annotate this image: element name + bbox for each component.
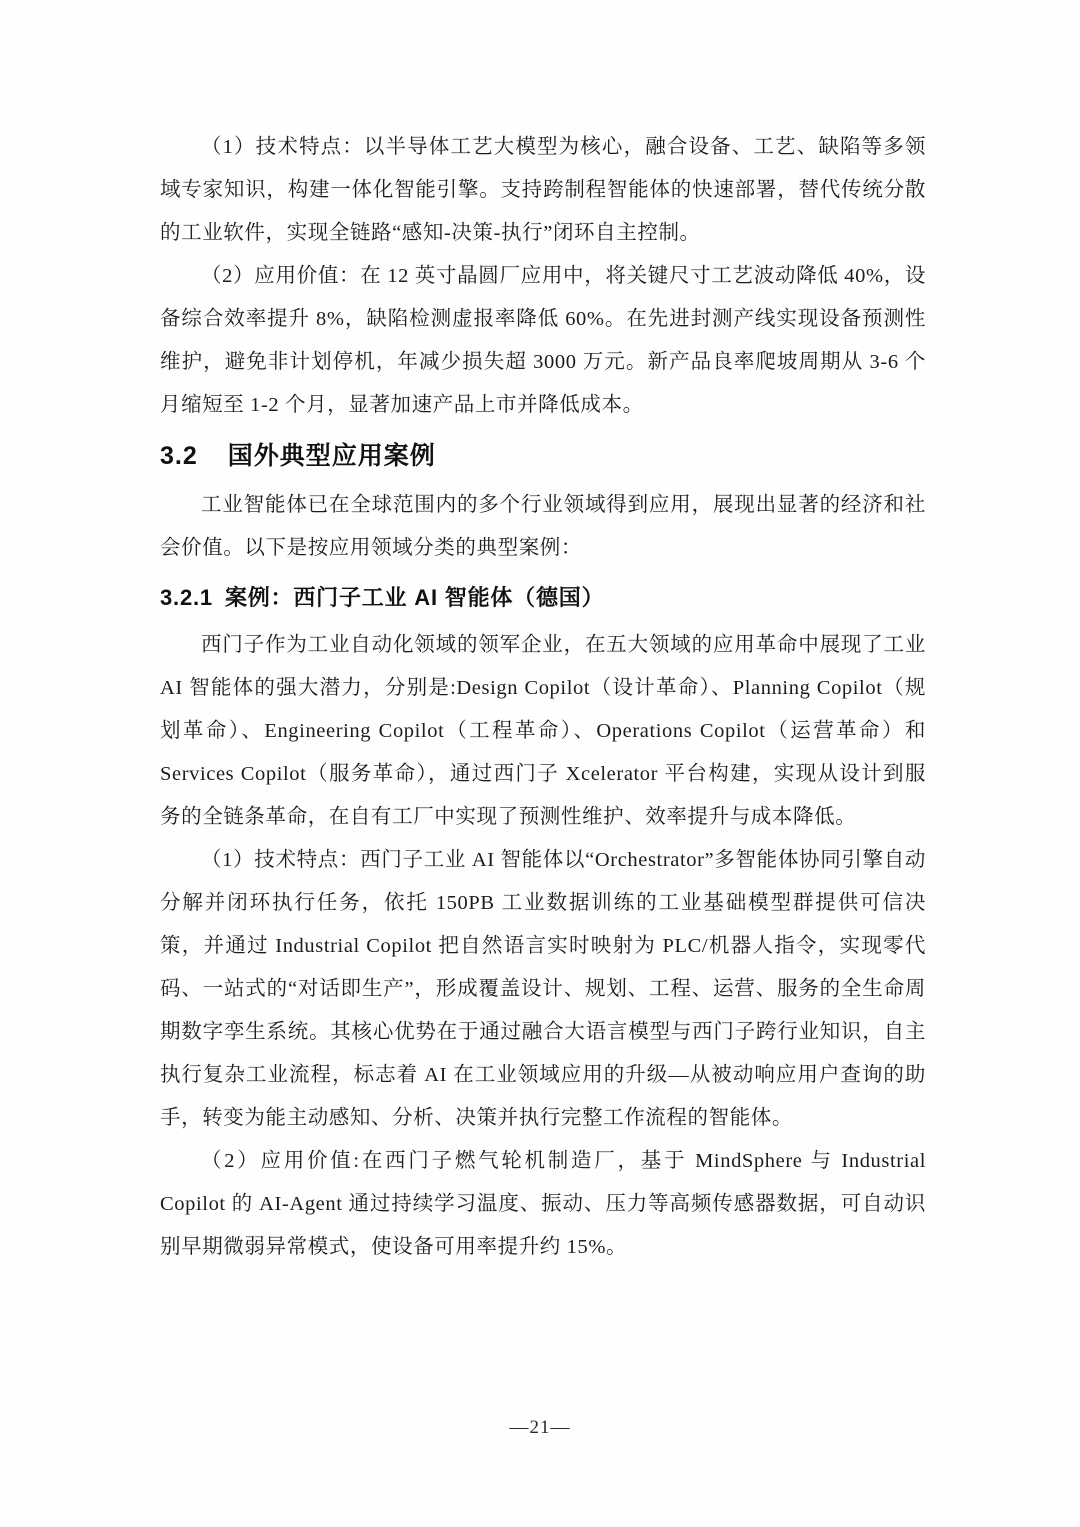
paragraph-siemens-app-value: （2）应用价值:在西门子燃气轮机制造厂，基于 MindSphere 与 Industrial Copilot 的 AI-Agent 通过持续学习温度、振动、压力等高频传感器数据，可自动识别早期微弱异常模式，使设备可用率提升约 15%。 [160, 1150, 926, 1258]
section-title-3-2: 国外典型应用案例 [227, 442, 436, 470]
paragraph-intro-overseas: 工业智能体已在全球范围内的多个行业领域得到应用，展现出显著的经济和社会价值。以下是按应用领域分类的典型案例： [160, 494, 926, 559]
section-heading-3-2 [160, 434, 926, 479]
section-number-3-2: 3.2 [160, 442, 198, 470]
paragraph-tech-features-1: （1）技术特点：以半导体工艺大模型为核心，融合设备、工艺、缺陷等多领域专家知识，构建一体化智能引擎。支持跨制程智能体的快速部署，替代传统分散的工业软件，实现全链路“感知-决策-执行”闭环自主控制。 [160, 136, 926, 244]
paragraph-siemens-tech-features: （1）技术特点：西门子工业 AI 智能体以“Orchestrator”多智能体协同引擎自动分解并闭环执行任务，依托 150PB 工业数据训练的工业基础模型群提供可信决策，并通过 Industrial Copilot 把自然语言实时映射为 PLC/机器人指令，实现零代码、一站式的“对话即生产”，形成覆盖设计、规划、工程、运营、服务的全生命周期数字孪生系统。其核心优势在于通过融合大语言模型与西门子跨行业知识，自主执行复杂工业流程，标志着 AI 在工业领域应用的升级—从被动响应用户查询的助手，转变为能主动感知、分析、决策并执行完整工作流程的智能体。 [160, 849, 926, 1129]
section-heading-3-2-1 [160, 576, 926, 620]
page-number-footer: —21— [509, 1417, 571, 1438]
section-number-3-2-1: 3.2.1 [160, 585, 213, 610]
paragraph-app-value-1: （2）应用价值：在 12 英寸晶圆厂应用中，将关键尺寸工艺波动降低 40%，设备综合效率提升 8%，缺陷检测虚报率降低 60%。在先进封测产线实现设备预测性维护，避免非计划停机，年减少损失超 3000 万元。新产品良率爬坡周期从 3-6 个月缩短至 1-2 个月，显著加速产品上市并降低成本。 [160, 265, 926, 416]
section-title-3-2-1: 案例：西门子工业 AI 智能体（德国） [224, 585, 605, 610]
paragraph-siemens-overview: 西门子作为工业自动化领域的领军企业，在五大领域的应用革命中展现了工业 AI 智能体的强大潜力，分别是:Design Copilot（设计革命）、Planning Copilot（规划革命）、Engineering Copilot（工程革命）、Operations Copilot（运营革命）和 Services Copilot（服务革命），通过西门子 Xcelerator 平台构建，实现从设计到服务的全链条革命，在自有工厂中实现了预测性维护、效率提升与成本降低。 [160, 634, 926, 828]
